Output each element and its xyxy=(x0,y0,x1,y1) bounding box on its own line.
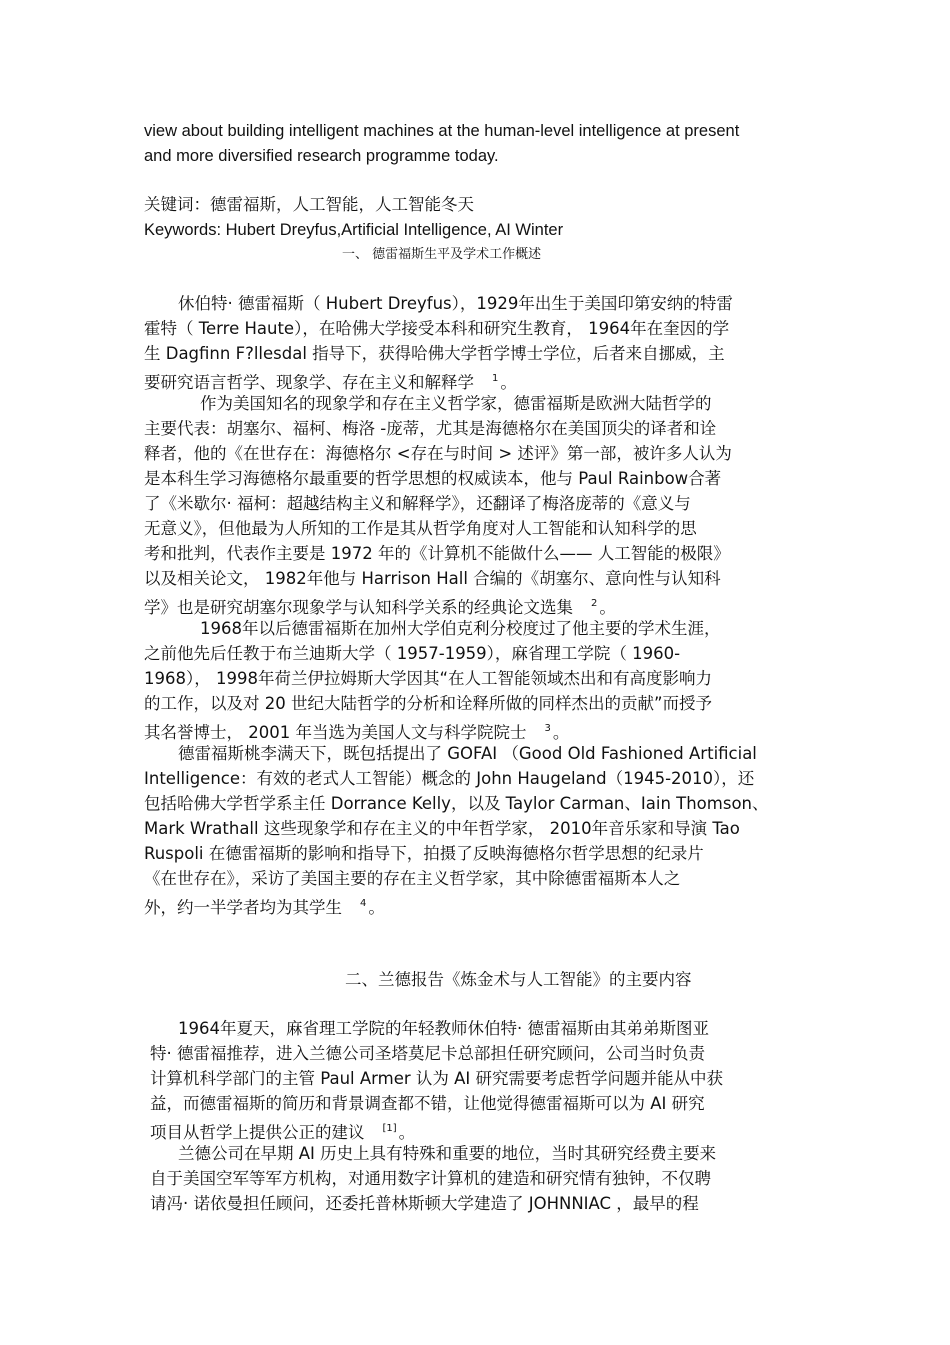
s1-line-6: 主要代表：胡塞尔、福柯、梅洛 -庞蒂，尤其是海德格尔在美国顶尖的译者和诠 xyxy=(144,419,717,438)
s1-line-20: Intelligence：有效的老式人工智能）概念的 John Haugeland（1945-2010），还 xyxy=(144,769,755,788)
s1-line-25 xyxy=(144,893,385,919)
s1-line-24: 《在世存在》，采访了美国主要的存在主义哲学家，其中除德雷福斯本人之 xyxy=(144,869,681,888)
s1-line-14: 1968年以后德雷福斯在加州大学伯克利分校度过了他主要的学术生涯， xyxy=(200,619,721,638)
s1-line-25-text: 外，约一半学者均为其学生 xyxy=(144,898,342,917)
footnote-1: 1 xyxy=(492,373,499,384)
s2-line-3: 计算机科学部门的主管 Paul Armer 认为 AI 研究需要考虑哲学问题并能从中获 xyxy=(150,1069,724,1088)
section-1-title: 一、 德雷福斯生平及学术工作概述 xyxy=(342,247,542,262)
s2-line-7: 自于美国空军等军方机构，对通用数字计算机的建造和研究情有独钟，不仅聘 xyxy=(150,1169,711,1188)
keywords-en: Keywords: Hubert Dreyfus,Artificial Intelligence, AI Winter xyxy=(144,221,564,239)
s2-line-5-text: 项目从哲学上提供公正的建议 xyxy=(150,1123,365,1142)
s1-line-8: 是本科生学习海德格尔最重要的哲学思想的权威读本，他与 Paul Rainbow合著 xyxy=(144,469,722,488)
period-4: 。 xyxy=(368,898,385,917)
abstract-line-1: view about building intelligent machines at the human-level intelligence at present xyxy=(144,122,740,140)
s2-line-6: 兰德公司在早期 AI 历史上具有特殊和重要的地位，当时其研究经费主要来 xyxy=(178,1144,717,1163)
s2-line-5 xyxy=(150,1118,415,1144)
s1-line-13-text: 学》也是研究胡塞尔现象学与认知科学关系的经典论文选集 xyxy=(144,598,573,617)
period-5: 。 xyxy=(398,1123,416,1142)
reference-1: [1] xyxy=(382,1123,397,1134)
s1-line-4-text: 要研究语言哲学、现象学、存在主义和解释学 xyxy=(144,373,474,392)
s1-line-21: 包括哈佛大学哲学系主任 Dorrance Kelly，以及 Taylor Carman、Iain Thomson、 xyxy=(144,794,769,813)
s1-line-10: 无意义》，但他最为人所知的工作是其从哲学角度对人工智能和认知科学的思 xyxy=(144,519,697,538)
s1-line-15: 之前他先后任教于布兰迪斯大学（ 1957-1959），麻省理工学院（ 1960- xyxy=(144,644,681,663)
s1-line-19: 德雷福斯桃李满天下，既包括提出了 GOFAI （Good Old Fashioned Artificial xyxy=(178,744,757,763)
section-2-title: 二、兰德报告《炼金术与人工智能》的主要内容 xyxy=(345,970,692,989)
period-1: 。 xyxy=(500,373,517,392)
s1-line-22: Mark Wrathall 这些现象学和存在主义的中年哲学家， 2010年音乐家和导演 Tao xyxy=(144,819,740,838)
s1-line-5: 作为美国知名的现象学和存在主义哲学家，德雷福斯是欧洲大陆哲学的 xyxy=(200,394,712,413)
period-2: 。 xyxy=(599,598,616,617)
period-3: 。 xyxy=(552,723,570,742)
s1-line-9: 了《米歇尔· 福柯：超越结构主义和解释学》，还翻译了梅洛庞蒂的《意义与 xyxy=(144,494,691,513)
s2-line-2: 特· 德雷福推荐，进入兰德公司圣塔莫尼卡总部担任研究顾问，公司当时负责 xyxy=(150,1044,705,1063)
abstract-line-2: and more diversified research programme today. xyxy=(144,147,499,165)
s1-line-11: 考和批判，代表作主要是 1972 年的《计算机不能做什么—— 人工智能的极限》 xyxy=(144,544,730,563)
s1-line-7: 释者，他的《在世存在：海德格尔 <存在与时间 > 述评》第一部，被许多人认为 xyxy=(144,444,732,463)
footnote-4: 4 xyxy=(360,898,367,909)
s1-line-23: Ruspoli 在德雷福斯的影响和指导下，拍摄了反映海德格尔哲学思想的纪录片 xyxy=(144,844,704,863)
s1-line-2: 霍特（ Terre Haute），在哈佛大学接受本科和研究生教育， 1964年在奎因的学 xyxy=(144,319,730,338)
footnote-2: 2 xyxy=(591,598,598,609)
s1-line-12: 以及相关论文， 1982年他与 Harrison Hall 合编的《胡塞尔、意向性与认知科 xyxy=(144,569,721,588)
s2-line-4: 益，而德雷福斯的简历和背景调查都不错，让他觉得德雷福斯可以为 AI 研究 xyxy=(150,1094,705,1113)
s2-line-1: 1964年夏天，麻省理工学院的年轻教师休伯特· 德雷福斯由其弟弟斯图亚 xyxy=(178,1019,709,1038)
s1-line-16: 1968）， 1998年荷兰伊拉姆斯大学因其“在人工智能领域杰出和有高度影响力 xyxy=(144,669,713,688)
s1-line-18 xyxy=(144,718,569,744)
s1-line-1: 休伯特· 德雷福斯（ Hubert Dreyfus），1929年出生于美国印第安纳的特雷 xyxy=(178,294,733,313)
footnote-3: 3 xyxy=(544,723,551,734)
s1-line-17: 的工作，以及对 20 世纪大陆哲学的分析和诠释所做的同样杰出的贡献”而授予 xyxy=(144,694,713,713)
keywords-cn: 关键词：德雷福斯，人工智能，人工智能冬天 xyxy=(144,195,474,214)
s1-line-13 xyxy=(144,593,616,619)
s1-line-4 xyxy=(144,368,517,394)
s1-line-3: 生 Dagfinn F?llesdal 指导下，获得哈佛大学哲学博士学位，后者来自挪威，主 xyxy=(144,344,725,363)
s2-line-8: 请冯· 诺依曼担任顾问，还委托普林斯顿大学建造了 JOHNNIAC ，最早的程 xyxy=(150,1194,699,1213)
s1-line-18-text: 其名誉博士， 2001 年当选为美国人文与科学院院士 xyxy=(144,723,527,742)
